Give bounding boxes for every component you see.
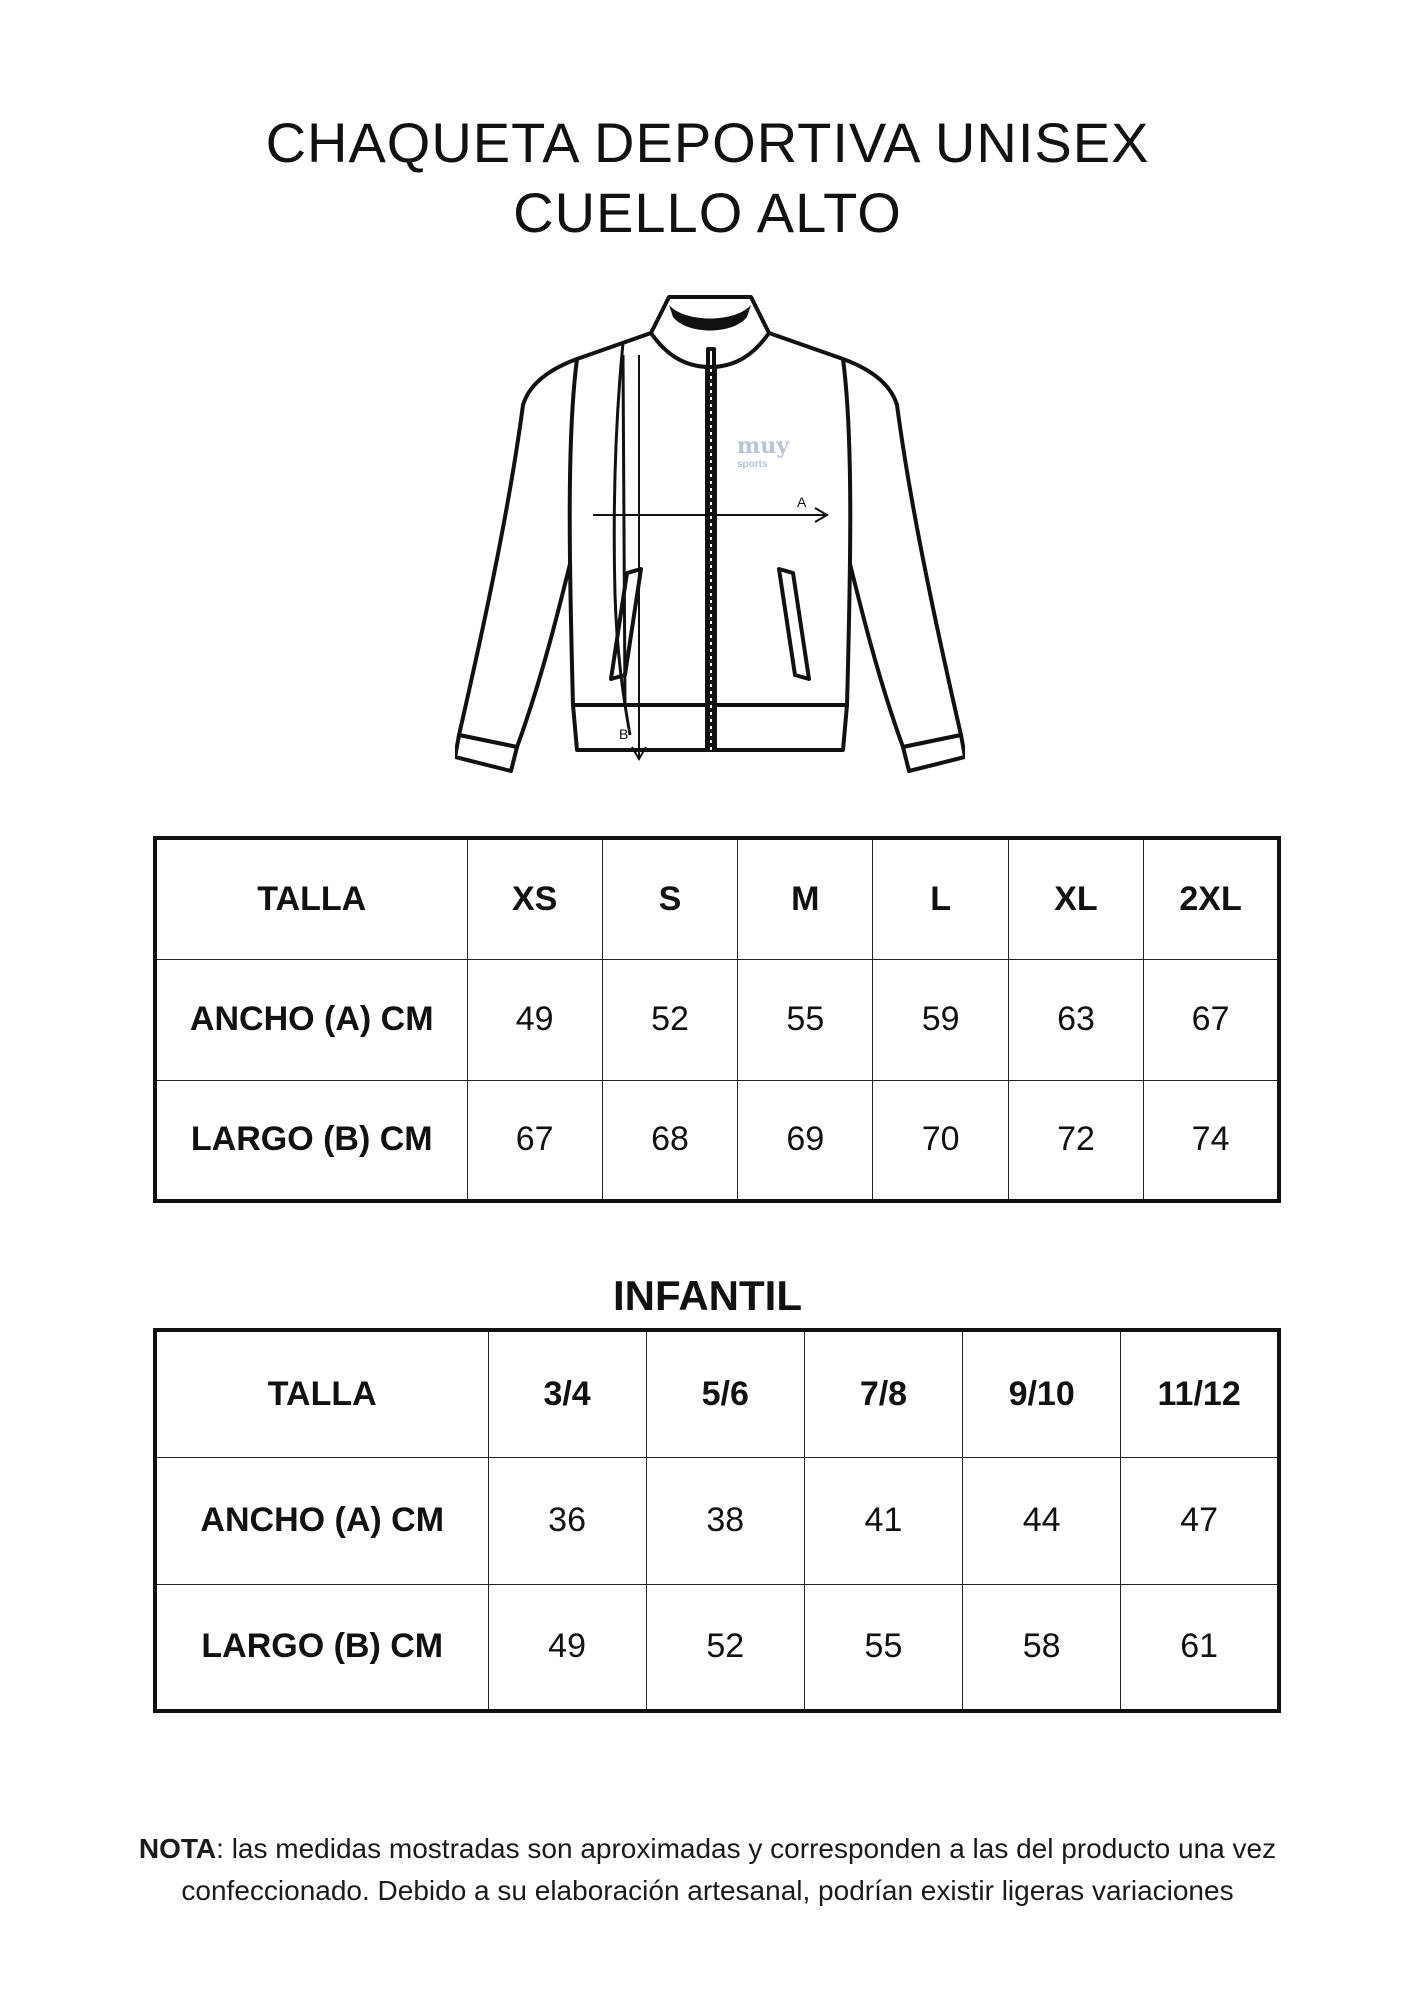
- footnote-label: NOTA: [138, 1833, 217, 1864]
- footnote-text-1: : las medidas mostradas son aproximadas y corresponden a las del producto una vez: [216, 1833, 1277, 1864]
- table-cell: 38: [646, 1457, 804, 1584]
- table-cell: 55: [738, 959, 873, 1080]
- table-cell: 52: [646, 1584, 804, 1711]
- footnote: [70, 1828, 1345, 1912]
- table-cell: 58: [963, 1584, 1121, 1711]
- row-label: LARGO (B) CM: [155, 1080, 467, 1201]
- brand-logo-word: muy: [737, 433, 790, 459]
- header-cell: M: [738, 838, 873, 959]
- table-cell: 55: [804, 1584, 962, 1711]
- label-a: A: [797, 494, 807, 510]
- table-cell: 67: [1144, 959, 1279, 1080]
- table-cell: 67: [467, 1080, 602, 1201]
- header-cell: 5/6: [646, 1330, 804, 1457]
- table-row: [155, 1080, 1279, 1201]
- header-cell: S: [602, 838, 737, 959]
- footnote-line-1: [70, 1828, 1345, 1870]
- header-cell: 3/4: [488, 1330, 646, 1457]
- header-cell: 11/12: [1121, 1330, 1279, 1457]
- table-cell: 47: [1121, 1457, 1279, 1584]
- page-title: [0, 108, 1415, 248]
- adult-size-table: [153, 836, 1281, 1203]
- table-cell: 69: [738, 1080, 873, 1201]
- header-cell: 2XL: [1144, 838, 1279, 959]
- table-cell: 74: [1144, 1080, 1279, 1201]
- jacket-diagram: [455, 295, 965, 775]
- header-cell: TALLA: [155, 838, 467, 959]
- table-header-row: [155, 1330, 1279, 1457]
- title-line-2: CUELLO ALTO: [513, 181, 902, 244]
- header-cell: TALLA: [155, 1330, 488, 1457]
- brand-logo-sub: sports: [737, 459, 768, 470]
- table-cell: 41: [804, 1457, 962, 1584]
- row-label: LARGO (B) CM: [155, 1584, 488, 1711]
- header-cell: L: [873, 838, 1008, 959]
- header-cell: XS: [467, 838, 602, 959]
- header-cell: 9/10: [963, 1330, 1121, 1457]
- table-cell: 63: [1008, 959, 1143, 1080]
- kids-section-title: INFANTIL: [613, 1272, 802, 1319]
- header-cell: 7/8: [804, 1330, 962, 1457]
- table-cell: 49: [467, 959, 602, 1080]
- table-cell: 52: [602, 959, 737, 1080]
- header-cell: XL: [1008, 838, 1143, 959]
- table-cell: 72: [1008, 1080, 1143, 1201]
- row-label: ANCHO (A) CM: [155, 959, 467, 1080]
- table-row: [155, 1584, 1279, 1711]
- table-row: [155, 959, 1279, 1080]
- table-cell: 59: [873, 959, 1008, 1080]
- table-cell: 44: [963, 1457, 1121, 1584]
- table-row: [155, 1457, 1279, 1584]
- title-line-1: CHAQUETA DEPORTIVA UNISEX: [265, 111, 1150, 174]
- jacket-illustration: [455, 295, 965, 775]
- footnote-line-2: confeccionado. Debido a su elaboración artesanal, podrían existir ligeras variaciones: [181, 1875, 1234, 1906]
- row-label: ANCHO (A) CM: [155, 1457, 488, 1584]
- table-cell: 36: [488, 1457, 646, 1584]
- table-header-row: [155, 838, 1279, 959]
- label-b: B: [619, 726, 629, 742]
- kids-size-table: [153, 1328, 1281, 1713]
- table-cell: 70: [873, 1080, 1008, 1201]
- table-cell: 49: [488, 1584, 646, 1711]
- table-cell: 68: [602, 1080, 737, 1201]
- table-cell: 61: [1121, 1584, 1279, 1711]
